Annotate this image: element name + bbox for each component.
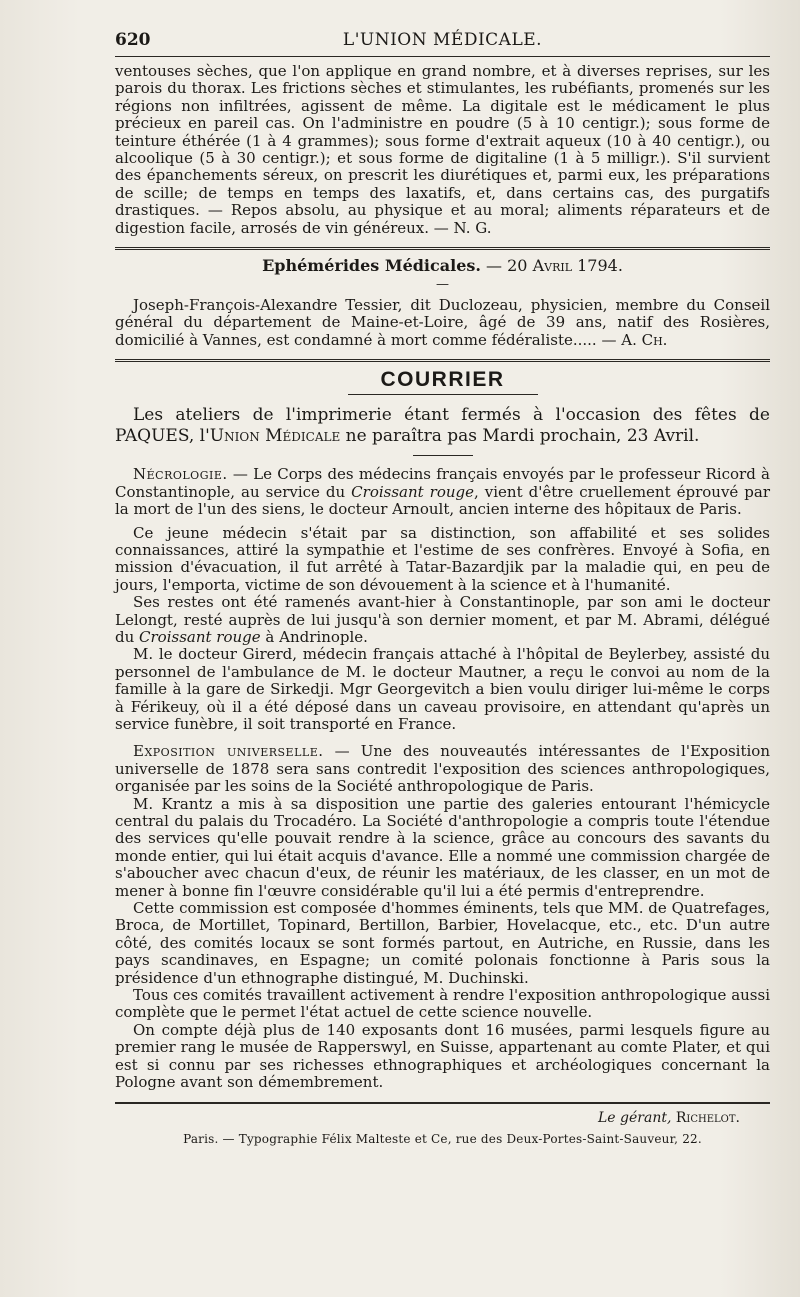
footer-rule [115, 1102, 770, 1104]
necrologie-paragraph-1 [115, 466, 770, 518]
closure-notice [115, 405, 770, 447]
necrologie-paragraph-4: M. le docteur Girerd, médecin français attaché à l'hôpital de Beylerbey, assisté du personnel de l'ambulance de M. le docteur Mautner, a reçu le convoi au nom de la famille à la gare de Sirkedji. Mgr Georgevitch a bien voulu diriger lui-même le corps à Férikeuy, où il a été déposé dans un caveau provisoire, en attendant qu'après un service funèbre, il soit transporté en France. [115, 645, 770, 733]
necrologie-p3-italic: Croissant rouge [139, 627, 261, 646]
ephemerides-signature: A. Ch. [621, 330, 668, 349]
notice-rule [413, 455, 473, 456]
ephemerides-heading [115, 256, 770, 275]
exposition-paragraph-1 [115, 743, 770, 795]
gerant-label: Le gérant, [598, 1109, 672, 1126]
header-rule [115, 56, 770, 57]
page-number: 620 [115, 30, 151, 50]
courrier-title-rule [348, 394, 538, 395]
necrologie-p3-b: à Andrinople. [260, 627, 368, 646]
exposition-paragraph-3: Cette commission est composée d'hommes éminents, tels que MM. de Quatrefages, Broca, de Mortillet, Topinard, Bertillon, Barbier, Hovelacque, etc., etc. D'un autre côté, des comités locaux se sont formés partout, en Autriche, en Russie, dans les pays scandinaves, en Espagne; un comité polonais fonctionne à Paris sous la présidence d'un ethnographe distingué, M. Duchinski. [115, 899, 770, 987]
necrologie-p1-a: — Le Corps des médecins français envoyés par le professeur Ricord à Constantinople, au service du [115, 465, 770, 501]
gerant-name: Richelot. [671, 1109, 740, 1126]
necrologie-p3-a: Ses restes ont été ramenés avant-hier à Constantinople, par son ami le docteur Lelongt, resté auprès de lui jusqu'à son dernier moment, et par M. Abrami, délégué du [115, 593, 770, 646]
necrologie-paragraph-3 [115, 594, 770, 646]
gerant-signature [115, 1110, 770, 1126]
continued-article-text: ventouses sèches, que l'on applique en grand nombre, et à diverses reprises, sur les parois du thorax. Les frictions sèches et stimulantes, les rubéfiants, promenés sur les régions non infiltrées, agissent de même. La digitale est le médicament le plus précieux en pareil cas. On l'administre en poudre (5 à 10 centigr.); sous forme de teinture éthérée (1 à 4 grammes); sous forme d'extrait aqueux (10 à 40 centigr.), ou alcoolique (5 à 30 centigr.); et sous forme de digitaline (1 à 5 milligr.). S'il survient des épanchements séreux, on prescrit les diurétiques et, parmi eux, les préparations de scille; de temps en temps des laxatifs, et, dans certains cas, des purgatifs drastiques. — Repos absolu, au physique et au moral; aliments réparateurs et de digestion facile, arrosés de vin généreux. — N. G. [115, 62, 770, 237]
necrologie-head: Nécrologie. [133, 465, 228, 484]
exposition-paragraph-4: Tous ces comités travaillent activement à rendre l'exposition anthropologique aussi complète que le permet l'état actuel de cette science nouvelle. [115, 986, 770, 1022]
ephemerides-date-sep: — 20 [480, 256, 533, 276]
ephemerides-year: 1794. [572, 256, 623, 276]
exposition-paragraph-5: On compte déjà plus de 140 exposants dont 16 musées, parmi lesquels figure au premier rang le musée de Rapperswyl, en Suisse, appartenant au comte Plater, et qui est si connu par ses richesses ethnographiques et archéologiques concernant la Pologne avant son démembrement. [115, 1020, 770, 1092]
section-divider [115, 247, 770, 250]
exposition-head: Exposition universelle. [133, 742, 324, 761]
necrologie-p1-b: , vient d'être cruellement éprouvé par la mort de l'un des siens, le docteur Arnoult, ancien interne des hôpitaux de Paris. [115, 482, 771, 519]
necrologie-p1-italic: Croissant rouge [351, 482, 475, 501]
ephemerides-body: Joseph-François-Alexandre Tessier, dit Duclozeau, physicien, membre du Conseil général du département de Maine-et-Loire, âgé de 39 ans, natif des Rosières, domicilié à Vannes, est condamné à mort comme fédéraliste..... — [115, 296, 770, 349]
notice-part1: Les ateliers de l'imprimerie étant fermés à l'occasion des fêtes de PAQUES, l' [115, 405, 770, 447]
ephemerides-title: Ephémérides Médicales. [262, 256, 481, 276]
exposition-paragraph-2: M. Krantz a mis à sa disposition une partie des galeries entourant l'hémicycle central du palais du Trocadéro. La Société d'anthropologie a compris toute l'étendue des services qu'elle pouvait rendre à la science, grâce au concours des savants du monde entier, qui lui était acquis d'avance. Elle a nommé une commission chargée de s'aboucher avec chacun d'eux, de réunir les matériaux, de les classer, en un mot de mener à bonne fin l'œuvre considérable qu'il lui a été permis d'entreprendre. [115, 794, 770, 900]
exposition-p1: — Une des nouveautés intéressantes de l'Exposition universelle de 1878 sera sans contredit l'exposition des sciences anthropologiques, organisée par les soins de la Société anthropologique de Paris. [115, 742, 770, 796]
section-divider [115, 359, 770, 362]
necrologie-paragraph-2: Ce jeune médecin s'était par sa distinction, son affabilité et ses solides connaissances, attiré la sympathie et l'estime de ses confrères. Envoyé à Sofia, en mission d'évacuation, il fut arrêté à Tatar-Bazardjik par la maladie qui, en peu de jours, l'emporta, victime de son dévouement à la science et à l'humanité. [115, 523, 770, 594]
page-header [115, 0, 770, 56]
printer-imprint: Paris. — Typographie Félix Malteste et Ce, rue des Deux-Portes-Saint-Sauveur, 22. [183, 1131, 702, 1146]
courrier-title: COURRIER [380, 368, 505, 392]
ephemerides-text [115, 297, 770, 349]
ephemerides-dash: — [436, 277, 449, 293]
running-title: L'UNION MÉDICALE. [342, 30, 543, 50]
notice-part2: ne paraîtra pas Mardi prochain, 23 Avril. [340, 426, 700, 447]
ephemerides-month: Avril [532, 256, 573, 276]
notice-journal: Union Médicale [209, 426, 341, 447]
